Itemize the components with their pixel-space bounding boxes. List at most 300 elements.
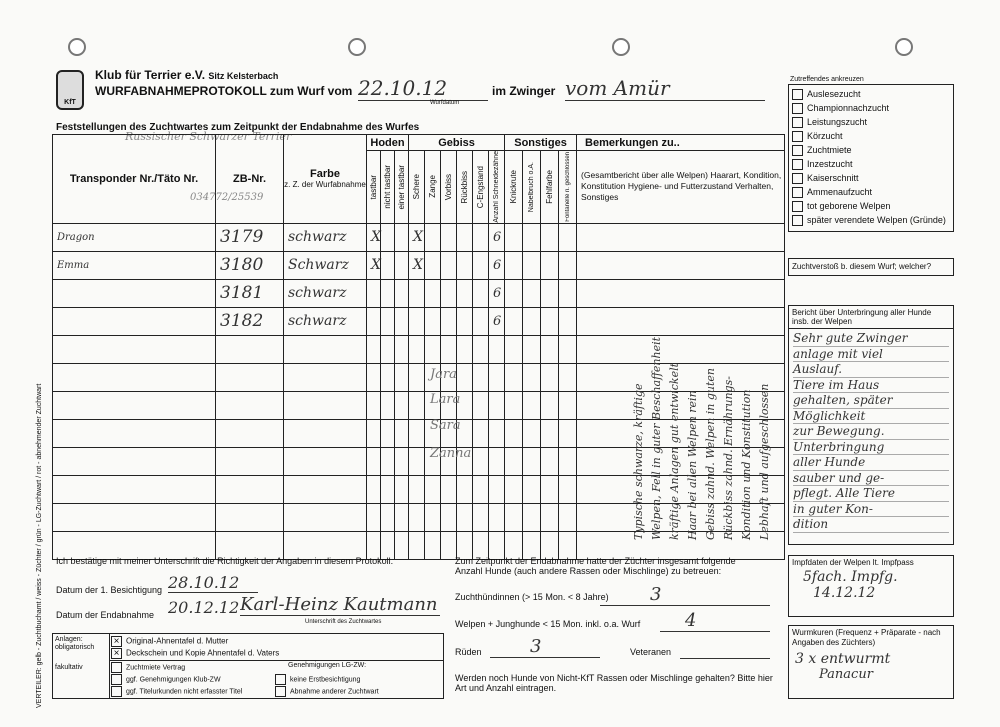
option-row[interactable] (792, 101, 889, 115)
table-cell[interactable] (395, 223, 409, 251)
club-seat: Sitz Kelsterbach (208, 71, 279, 81)
col-farbe-header (284, 135, 367, 224)
table-cell[interactable] (284, 447, 367, 475)
table-cell[interactable] (367, 447, 381, 475)
section-title: Feststellungen des Zuchtwartes zum Zeitpunkt der Endabnahme des Wurfes (56, 122, 420, 133)
cell-value (367, 285, 371, 301)
col-knickrute: Knickrute (505, 151, 523, 224)
table-cell[interactable] (381, 447, 395, 475)
table-cell[interactable] (541, 363, 559, 391)
table-row (53, 251, 785, 279)
option-row[interactable] (792, 143, 852, 157)
table-cell[interactable] (53, 335, 216, 363)
option-row[interactable] (792, 185, 872, 199)
option-label: tot geborene Welpen (807, 201, 891, 211)
table-cell[interactable] (523, 363, 541, 391)
table-cell[interactable] (473, 251, 489, 279)
table-cell[interactable] (216, 307, 284, 335)
table-cell[interactable] (473, 335, 489, 363)
hand-name-3: Sara (430, 418, 461, 433)
table-cell[interactable] (441, 251, 457, 279)
table-cell[interactable] (457, 503, 473, 531)
cell-value: Schwarz (288, 257, 349, 274)
option-row[interactable] (792, 129, 843, 143)
table-cell[interactable] (395, 251, 409, 279)
bericht-line: Sehr gute Zwinger (793, 331, 949, 347)
option-label: Kaiserschnitt (807, 173, 859, 183)
option-checkbox[interactable] (792, 89, 803, 100)
cell-value: 3181 (220, 283, 264, 304)
club-name: Klub für Terrier e.V. (95, 68, 206, 82)
table-cell[interactable] (541, 335, 559, 363)
table-cell[interactable] (381, 503, 395, 531)
option-checkbox[interactable] (792, 201, 803, 212)
table-cell[interactable] (395, 307, 409, 335)
table-cell[interactable] (53, 363, 216, 391)
vertical-remark: kräftige Anlagen gut entwickelt (668, 362, 681, 540)
table-cell[interactable] (541, 503, 559, 531)
table-cell[interactable] (541, 223, 559, 251)
wurm-hand2: Panacur (819, 666, 873, 682)
datum-end-label: Datum der Endabnahme (56, 610, 155, 620)
fak-item-2[interactable]: ggf. Genehmigungen Klub-ZW (111, 674, 221, 685)
table-cell[interactable] (381, 475, 395, 503)
table-cell[interactable] (409, 419, 425, 447)
table-cell[interactable] (457, 223, 473, 251)
table-row (53, 307, 785, 335)
bericht-line: sauber und ge- (793, 471, 949, 487)
table-cell[interactable] (53, 503, 216, 531)
table-cell[interactable] (473, 531, 489, 559)
table-cell[interactable] (457, 531, 473, 559)
table-cell[interactable] (53, 447, 216, 475)
table-cell[interactable] (409, 475, 425, 503)
table-cell[interactable] (425, 307, 441, 335)
table-cell[interactable] (559, 223, 577, 251)
table-cell[interactable] (53, 475, 216, 503)
table-cell[interactable] (216, 447, 284, 475)
table-cell[interactable] (409, 279, 425, 307)
table-cell[interactable] (367, 363, 381, 391)
table-cell[interactable] (559, 251, 577, 279)
table-cell[interactable] (367, 223, 381, 251)
rueden-value: 3 (490, 636, 600, 658)
table-cell[interactable] (523, 307, 541, 335)
bericht-line: gehalten, später (793, 393, 949, 409)
logo-text: KfT (64, 99, 76, 106)
table-cell[interactable] (216, 223, 284, 251)
option-checkbox[interactable] (792, 131, 803, 142)
table-cell[interactable] (489, 335, 505, 363)
impf-label: Impfdaten der Welpen lt. Impfpass (792, 558, 914, 567)
cell-value: Dragon (57, 231, 95, 243)
lgzw-check-2[interactable] (275, 686, 286, 697)
table-cell[interactable] (457, 307, 473, 335)
punch-hole (612, 38, 630, 56)
table-cell[interactable] (505, 335, 523, 363)
table-cell[interactable] (53, 531, 216, 559)
table-row (53, 223, 785, 251)
table-cell[interactable] (559, 279, 577, 307)
table-cell[interactable] (523, 279, 541, 307)
table-cell[interactable] (409, 391, 425, 419)
cell-value (409, 285, 413, 301)
table-cell[interactable] (489, 307, 505, 335)
table-cell[interactable] (216, 419, 284, 447)
option-checkbox[interactable] (792, 117, 803, 128)
table-cell[interactable] (409, 363, 425, 391)
cell-value: 6 (493, 313, 502, 329)
table-cell[interactable] (395, 335, 409, 363)
table-cell[interactable] (381, 391, 395, 419)
table-cell[interactable] (523, 503, 541, 531)
table-cell[interactable] (53, 391, 216, 419)
table-cell[interactable] (53, 419, 216, 447)
cell-value (367, 313, 371, 329)
table-cell[interactable] (523, 531, 541, 559)
table-cell[interactable] (559, 475, 577, 503)
table-cell[interactable] (505, 223, 523, 251)
kennel-label: im Zwinger (492, 84, 556, 98)
cell-value: X (371, 229, 381, 246)
table-cell[interactable] (425, 279, 441, 307)
lgzw-item-2[interactable]: Abnahme anderer Zuchtwart (275, 686, 379, 697)
vertical-remark: Gebiss zahnd. Welpen in guten (704, 367, 717, 540)
table-cell[interactable] (284, 391, 367, 419)
table-cell[interactable] (425, 475, 441, 503)
table-cell[interactable] (395, 531, 409, 559)
table-cell[interactable] (216, 363, 284, 391)
table-cell[interactable] (441, 503, 457, 531)
fak-check-3[interactable] (111, 686, 122, 697)
table-cell[interactable] (53, 251, 216, 279)
table-cell[interactable] (216, 503, 284, 531)
table-cell[interactable] (395, 447, 409, 475)
option-row[interactable] (792, 87, 861, 101)
fak-check-2[interactable] (111, 674, 122, 685)
litter-date: 22.10.12 (358, 76, 488, 101)
fak-item-3[interactable]: ggf. Titelurkunden nicht erfasster Titel (111, 686, 242, 697)
table-cell[interactable] (489, 447, 505, 475)
bericht-line: Möglichkeit (793, 409, 949, 425)
table-cell[interactable] (559, 391, 577, 419)
table-cell[interactable] (284, 419, 367, 447)
table-cell[interactable] (473, 391, 489, 419)
fak-item-1[interactable]: Zuchtmiete Vertrag (111, 662, 185, 673)
lgzw-check-1[interactable] (275, 674, 286, 685)
fak-check-1[interactable] (111, 662, 122, 673)
table-cell[interactable] (473, 307, 489, 335)
table-cell[interactable] (53, 279, 216, 307)
table-cell[interactable] (441, 475, 457, 503)
table-cell[interactable] (284, 363, 367, 391)
table-cell[interactable] (489, 363, 505, 391)
table-cell[interactable] (489, 251, 505, 279)
zh-label: Zuchthündinnen (> 15 Mon. < 8 Jahre) (455, 592, 609, 602)
option-checkbox[interactable] (792, 145, 803, 156)
table-cell[interactable] (473, 279, 489, 307)
hand-top-note: Russischer Schwarzer Terrier (125, 130, 292, 143)
table-cell[interactable] (523, 419, 541, 447)
table-cell[interactable] (284, 307, 367, 335)
col-rueckbiss: Rückbiss (457, 151, 473, 224)
table-cell[interactable] (53, 223, 216, 251)
signature: Karl-Heinz Kautmann (240, 594, 440, 616)
table-cell[interactable] (395, 503, 409, 531)
bericht-line: in guter Kon- (793, 502, 949, 518)
table-cell[interactable] (559, 531, 577, 559)
table-cell[interactable] (425, 335, 441, 363)
table-cell[interactable] (489, 391, 505, 419)
col-anzahl: Anzahl Schneidezähne (489, 151, 505, 224)
bemerkungen-desc: (Gesamtbericht über alle Welpen) Haarart, Kondition, Konstitution Hygiene- und Futterzustand Verhalten, Sonstiges (577, 151, 785, 224)
table-cell[interactable] (457, 475, 473, 503)
table-cell[interactable] (216, 335, 284, 363)
verteiler-text: VERTEILER: gelb - Zuchtbuchamt / weiss - Züchter / grün - LG-Zuchtwart / rot - abnehmender Zuchtwart (36, 383, 43, 708)
option-checkbox[interactable] (792, 173, 803, 184)
option-checkbox[interactable] (792, 103, 803, 114)
table-cell[interactable] (284, 279, 367, 307)
cell-value: 6 (493, 257, 502, 273)
option-row[interactable] (792, 115, 867, 129)
anlage-check-2-icon[interactable]: × (111, 648, 122, 659)
datum-end: 20.12.12 (168, 598, 240, 617)
table-cell[interactable] (473, 223, 489, 251)
table-cell[interactable] (367, 279, 381, 307)
table-cell[interactable] (505, 279, 523, 307)
cell-value: schwarz (288, 285, 347, 302)
option-row[interactable] (792, 213, 946, 227)
col-farbe-sub: z. Z. der Wurfabnahme (284, 180, 366, 190)
option-checkbox[interactable] (792, 215, 803, 226)
other-question: Werden noch Hunde von Nicht-KfT Rassen oder Mischlinge gehalten? Bitte hier Art und Anzahl eintragen. (455, 673, 773, 694)
table-cell[interactable] (381, 307, 395, 335)
confirm-text: Ich bestätige mit meiner Unterschrift die Richtigkeit der Angaben in diesem Protokoll. (56, 556, 394, 566)
table-cell[interactable] (441, 307, 457, 335)
table-cell[interactable] (441, 279, 457, 307)
table-row (53, 279, 785, 307)
signature-caption: Unterschrift des Zuchtwartes (305, 619, 382, 625)
table-cell[interactable] (559, 335, 577, 363)
table-cell[interactable] (409, 531, 425, 559)
table-cell[interactable] (441, 531, 457, 559)
col-farbe: Farbe (310, 168, 340, 181)
table-cell[interactable] (409, 335, 425, 363)
table-cell[interactable] (577, 223, 785, 251)
table-cell[interactable] (473, 447, 489, 475)
cell-value: 3180 (220, 255, 264, 276)
table-cell[interactable] (216, 251, 284, 279)
welpen-label: Welpen + Junghunde < 15 Mon. inkl. o.a. Wurf (455, 619, 641, 629)
table-cell[interactable] (381, 363, 395, 391)
table-cell[interactable] (541, 475, 559, 503)
table-cell[interactable] (541, 419, 559, 447)
table-cell[interactable] (523, 335, 541, 363)
table-cell[interactable] (505, 419, 523, 447)
table-cell[interactable] (559, 503, 577, 531)
table-cell[interactable] (284, 475, 367, 503)
table-cell[interactable] (505, 503, 523, 531)
table-cell[interactable] (577, 251, 785, 279)
option-label: Inzestzucht (807, 159, 853, 169)
table-cell[interactable] (395, 279, 409, 307)
option-row[interactable] (792, 157, 853, 171)
table-cell[interactable] (409, 251, 425, 279)
hand-name-2: Lara (430, 392, 461, 407)
table-cell[interactable] (523, 475, 541, 503)
table-cell[interactable] (395, 391, 409, 419)
table-cell[interactable] (395, 363, 409, 391)
table-cell[interactable] (367, 307, 381, 335)
table-cell[interactable] (505, 391, 523, 419)
table-cell[interactable] (381, 419, 395, 447)
cell-value: 6 (493, 285, 502, 301)
table-cell[interactable] (505, 447, 523, 475)
table-cell[interactable] (53, 307, 216, 335)
table-cell[interactable] (559, 307, 577, 335)
table-cell[interactable] (425, 531, 441, 559)
table-cell[interactable] (409, 307, 425, 335)
vertical-remark: Kondition und Konstitution (740, 389, 753, 540)
anlage-item-1[interactable]: × Original-Ahnentafel d. Mutter (111, 636, 228, 647)
datum1-label: Datum der 1. Besichtigung (56, 585, 163, 595)
rueden-label: Rüden (455, 647, 482, 657)
table-cell[interactable] (489, 475, 505, 503)
bericht-line: Unterbringung (793, 440, 949, 456)
option-label: Championnachzucht (807, 103, 890, 113)
table-cell[interactable] (489, 223, 505, 251)
table-cell[interactable] (381, 531, 395, 559)
table-cell[interactable] (425, 223, 441, 251)
option-checkbox[interactable] (792, 187, 803, 198)
table-cell[interactable] (505, 531, 523, 559)
table-cell[interactable] (457, 363, 473, 391)
table-cell[interactable] (541, 307, 559, 335)
verstoss-label: Zuchtverstoß b. diesem Wurf; welcher? (792, 262, 932, 271)
table-cell[interactable] (523, 391, 541, 419)
table-cell[interactable] (523, 223, 541, 251)
table-cell[interactable] (381, 251, 395, 279)
table-cell[interactable] (489, 419, 505, 447)
table-cell[interactable] (541, 251, 559, 279)
cell-value (53, 288, 57, 299)
col-fontanelle: Fontanelle n. geschlossen (559, 151, 577, 224)
cell-value: schwarz (288, 229, 347, 246)
table-cell[interactable] (541, 391, 559, 419)
table-cell[interactable] (457, 279, 473, 307)
lgzw-label: Genehmigungen LG-ZW: (288, 662, 367, 669)
hand-name-1: Jara (430, 367, 457, 382)
table-cell[interactable] (559, 419, 577, 447)
vertical-remark: Typische schwarze, kräftige (632, 383, 645, 540)
table-cell[interactable] (577, 279, 785, 307)
veteranen-label: Veteranen (630, 647, 672, 657)
table-cell[interactable] (541, 447, 559, 475)
table-cell[interactable] (441, 223, 457, 251)
table-cell[interactable] (367, 419, 381, 447)
table-cell[interactable] (216, 279, 284, 307)
option-checkbox[interactable] (792, 159, 803, 170)
anlage-check-1-icon[interactable]: × (111, 636, 122, 647)
table-cell[interactable] (367, 475, 381, 503)
col-schere: Schere (409, 151, 425, 224)
lgzw-item-1[interactable]: keine Erstbesichtigung (275, 674, 360, 685)
table-cell[interactable] (577, 307, 785, 335)
table-cell[interactable] (425, 503, 441, 531)
table-cell[interactable] (473, 363, 489, 391)
table-cell[interactable] (541, 531, 559, 559)
table-cell[interactable] (216, 531, 284, 559)
option-row[interactable] (792, 171, 859, 185)
table-cell[interactable] (284, 503, 367, 531)
table-cell[interactable] (489, 279, 505, 307)
table-cell[interactable] (367, 335, 381, 363)
bericht-line: anlage mit viel (793, 347, 949, 363)
table-cell[interactable] (441, 335, 457, 363)
cell-value (409, 313, 413, 329)
datum1: 28.10.12 (168, 573, 258, 593)
table-cell[interactable] (216, 391, 284, 419)
table-cell[interactable] (505, 363, 523, 391)
table-cell[interactable] (409, 223, 425, 251)
table-cell[interactable] (505, 251, 523, 279)
table-cell[interactable] (505, 475, 523, 503)
table-cell[interactable] (559, 447, 577, 475)
table-cell[interactable] (381, 335, 395, 363)
impf-hand2: 14.12.12 (813, 585, 876, 601)
table-cell[interactable] (489, 531, 505, 559)
table-cell[interactable] (395, 475, 409, 503)
table-cell[interactable] (216, 475, 284, 503)
table-cell[interactable] (284, 251, 367, 279)
table-cell[interactable] (489, 503, 505, 531)
table-cell[interactable] (541, 279, 559, 307)
table-cell[interactable] (395, 419, 409, 447)
anlage-item-2[interactable]: × Deckschein und Kopie Ahnentafel d. Vaters (111, 648, 279, 659)
table-cell[interactable] (367, 391, 381, 419)
option-row[interactable] (792, 199, 890, 213)
table-cell[interactable] (409, 503, 425, 531)
table-cell[interactable] (284, 335, 367, 363)
zh-value: 3 (600, 584, 770, 606)
table-cell[interactable] (473, 419, 489, 447)
table-cell[interactable] (367, 503, 381, 531)
table-cell[interactable] (457, 335, 473, 363)
table-cell[interactable] (473, 475, 489, 503)
table-cell[interactable] (577, 335, 785, 363)
table-cell[interactable] (284, 223, 367, 251)
litter-date-caption: Wurfdatum (430, 100, 460, 106)
bericht-line: zur Bewegung. (793, 424, 949, 440)
table-cell[interactable] (367, 251, 381, 279)
table-cell[interactable] (367, 531, 381, 559)
table-cell[interactable] (457, 251, 473, 279)
table-cell[interactable] (381, 223, 395, 251)
bericht-box (788, 305, 954, 545)
table-cell[interactable] (559, 363, 577, 391)
table-cell[interactable] (284, 531, 367, 559)
table-cell[interactable] (523, 447, 541, 475)
col-vorbiss: Vorbiss (441, 151, 457, 224)
vertical-remark: Welpen, Fell in guter Beschaffenheit (650, 336, 663, 540)
right-heading: Zutreffendes ankreuzen (790, 76, 864, 83)
table-cell[interactable] (409, 447, 425, 475)
table-cell[interactable] (425, 251, 441, 279)
table-cell[interactable] (381, 279, 395, 307)
table-cell[interactable] (523, 251, 541, 279)
table-cell[interactable] (505, 307, 523, 335)
table-cell[interactable] (473, 503, 489, 531)
